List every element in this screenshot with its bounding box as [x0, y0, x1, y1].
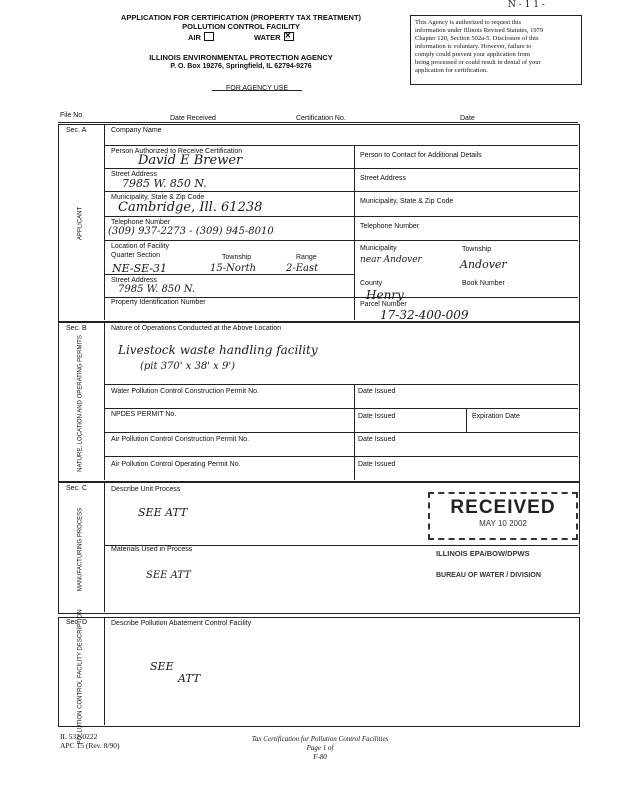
describe-unit-value[interactable]: SEE ATT	[138, 506, 188, 519]
street-address-f-label: Street Address	[111, 277, 157, 284]
sec-b-label: Sec. B	[66, 325, 87, 332]
file-no-label: File No.	[60, 112, 85, 119]
quarter-section-label: Quarter Section	[111, 252, 161, 259]
stamp-line-1: ILLINOIS EPA/BOW/DPWS	[436, 549, 530, 558]
telephone-label: Telephone Number	[111, 219, 171, 226]
township-value[interactable]: 15-North	[210, 263, 257, 274]
municipality-label: Municipality, State & Zip Code	[111, 194, 205, 201]
footer-center-3: F-80	[313, 753, 327, 761]
sec-d-side-label: POLLUTION CONTROL FACILITY DESCRIPTION	[77, 609, 84, 745]
nature-value-2[interactable]: (pit 370' x 38' x 9')	[140, 361, 236, 372]
municipality-2-label: Municipality, State & Zip Code	[360, 198, 454, 205]
person-authorized-label: Person Authorized to Receive Certification	[111, 148, 243, 155]
certification-no-label: Certification No.	[296, 115, 346, 122]
street-address-2-label: Street Address	[360, 175, 406, 182]
sec-d-label: Sec. D	[66, 619, 88, 626]
describe-facility-value-1[interactable]: SEE	[150, 660, 174, 673]
quarter-section-value[interactable]: NE-SE-31	[112, 262, 168, 275]
telephone-value[interactable]: (309) 937-2273 - (309) 945-8010	[108, 226, 274, 237]
footer-center-2: Page 1 of	[306, 744, 334, 752]
county-label: County	[360, 280, 383, 287]
range-value[interactable]: 2-East	[286, 263, 319, 274]
nature-value-1[interactable]: Livestock waste handling facility	[118, 343, 318, 357]
water-label: WATER	[254, 33, 281, 42]
agency-name: ILLINOIS ENVIRONMENTAL PROTECTION AGENCY	[149, 53, 333, 62]
book-number-label: Book Number	[462, 280, 505, 287]
section-d	[58, 617, 580, 727]
township-f-label: Township	[462, 246, 492, 253]
telephone-2-label: Telephone Number	[360, 223, 420, 230]
date-issued-3-label: Date Issued	[358, 436, 396, 443]
stamp-line-2: BUREAU OF WATER / DIVISION	[436, 572, 541, 579]
municipality-f-value[interactable]: near Andover	[360, 255, 422, 265]
corner-mark: N - 1 1 -	[508, 0, 545, 10]
air-label: AIR	[188, 33, 201, 42]
footer-center-1: Tax Certification for Pollution Control Facilities	[251, 735, 389, 743]
date-label: Date	[460, 115, 475, 122]
township-label: Township	[222, 254, 252, 261]
form-number: IL 532-0222	[60, 732, 98, 741]
materials-value[interactable]: SEE ATT	[146, 570, 191, 581]
apc-revision: APC 15 (Rev. 8/90)	[60, 741, 120, 750]
form-title: APPLICATION FOR CERTIFICATION (PROPERTY TAX TREATMENT)	[120, 13, 362, 22]
describe-facility-label: Describe Pollution Abatement Control Facility	[111, 620, 252, 627]
sec-c-label: Sec. C	[66, 485, 88, 492]
stamp-date: MAY 10 2002	[479, 519, 527, 528]
sec-a-side-label: APPLICANT	[77, 206, 84, 241]
date-received-label: Date Received	[170, 115, 216, 122]
stamp-title: RECEIVED	[450, 497, 556, 518]
nature-label: Nature of Operations Conducted at the Above Location	[111, 325, 282, 332]
person-authorized-value[interactable]: David E Brewer	[138, 153, 243, 168]
air-checkbox[interactable]	[204, 32, 214, 41]
street-address-f-value[interactable]: 7985 W. 850 N.	[118, 284, 196, 295]
received-stamp	[428, 492, 578, 540]
air-option[interactable]	[188, 32, 214, 42]
date-issued-2-label: Date Issued	[358, 413, 396, 420]
disclosure-text: This Agency is authorized to request this information under Illinois Revised Statutes, 1979 Chapter 120, Section 502a-5. Disclosure of this information is voluntary. However, failure to comply could prevent your application from being processed or could result in denial of your application for certification.	[415, 19, 544, 74]
parcel-number-value[interactable]: 17-32-400-009	[380, 308, 469, 322]
air-operating-label: Air Pollution Control Operating Permit No.	[111, 461, 241, 468]
range-label: Range	[296, 254, 317, 261]
location-label: Location of Facility	[111, 243, 169, 250]
water-option[interactable]	[254, 32, 294, 42]
person-contact-label: Person to Contact for Additional Details	[360, 152, 482, 159]
materials-label: Materials Used in Process	[111, 546, 193, 553]
sec-c-side-label: MANUFACTURING PROCESS	[77, 507, 84, 592]
form-subtitle: POLLUTION CONTROL FACILITY	[182, 22, 300, 31]
water-permit-label: Water Pollution Control Construction Permit No.	[111, 388, 259, 395]
street-address-value[interactable]: 7985 W. 850 N.	[122, 177, 207, 190]
municipality-value[interactable]: Cambridge, Ill. 61238	[118, 200, 263, 215]
company-name-label: Company Name	[111, 127, 162, 134]
county-value[interactable]: Henry	[366, 288, 404, 302]
parcel-number-label: Parcel Number	[360, 301, 407, 308]
air-construction-label: Air Pollution Control Construction Permit No.	[111, 436, 250, 443]
date-issued-1-label: Date Issued	[358, 388, 396, 395]
agency-address: P. O. Box 19276, Springfield, IL 62794-9276	[170, 63, 312, 70]
sec-a-label: Sec. A	[66, 127, 87, 134]
describe-unit-label: Describe Unit Process	[111, 486, 181, 493]
date-issued-4-label: Date Issued	[358, 461, 396, 468]
sec-b-side-label: NATURE, LOCATION AND OPERATING PERMITS	[77, 335, 84, 472]
expiration-label: Expiration Date	[472, 413, 520, 420]
township-f-value[interactable]: Andover	[460, 258, 507, 271]
water-checkbox[interactable]	[284, 32, 294, 41]
agency-use-label: FOR AGENCY USE	[226, 85, 289, 92]
street-address-label: Street Address	[111, 171, 157, 178]
describe-facility-value-2[interactable]: ATT	[178, 672, 201, 685]
municipality-f-label: Municipality	[360, 245, 397, 252]
property-id-label: Property Identification Number	[111, 299, 206, 306]
npdes-label: NPDES PERMIT No.	[111, 411, 177, 418]
